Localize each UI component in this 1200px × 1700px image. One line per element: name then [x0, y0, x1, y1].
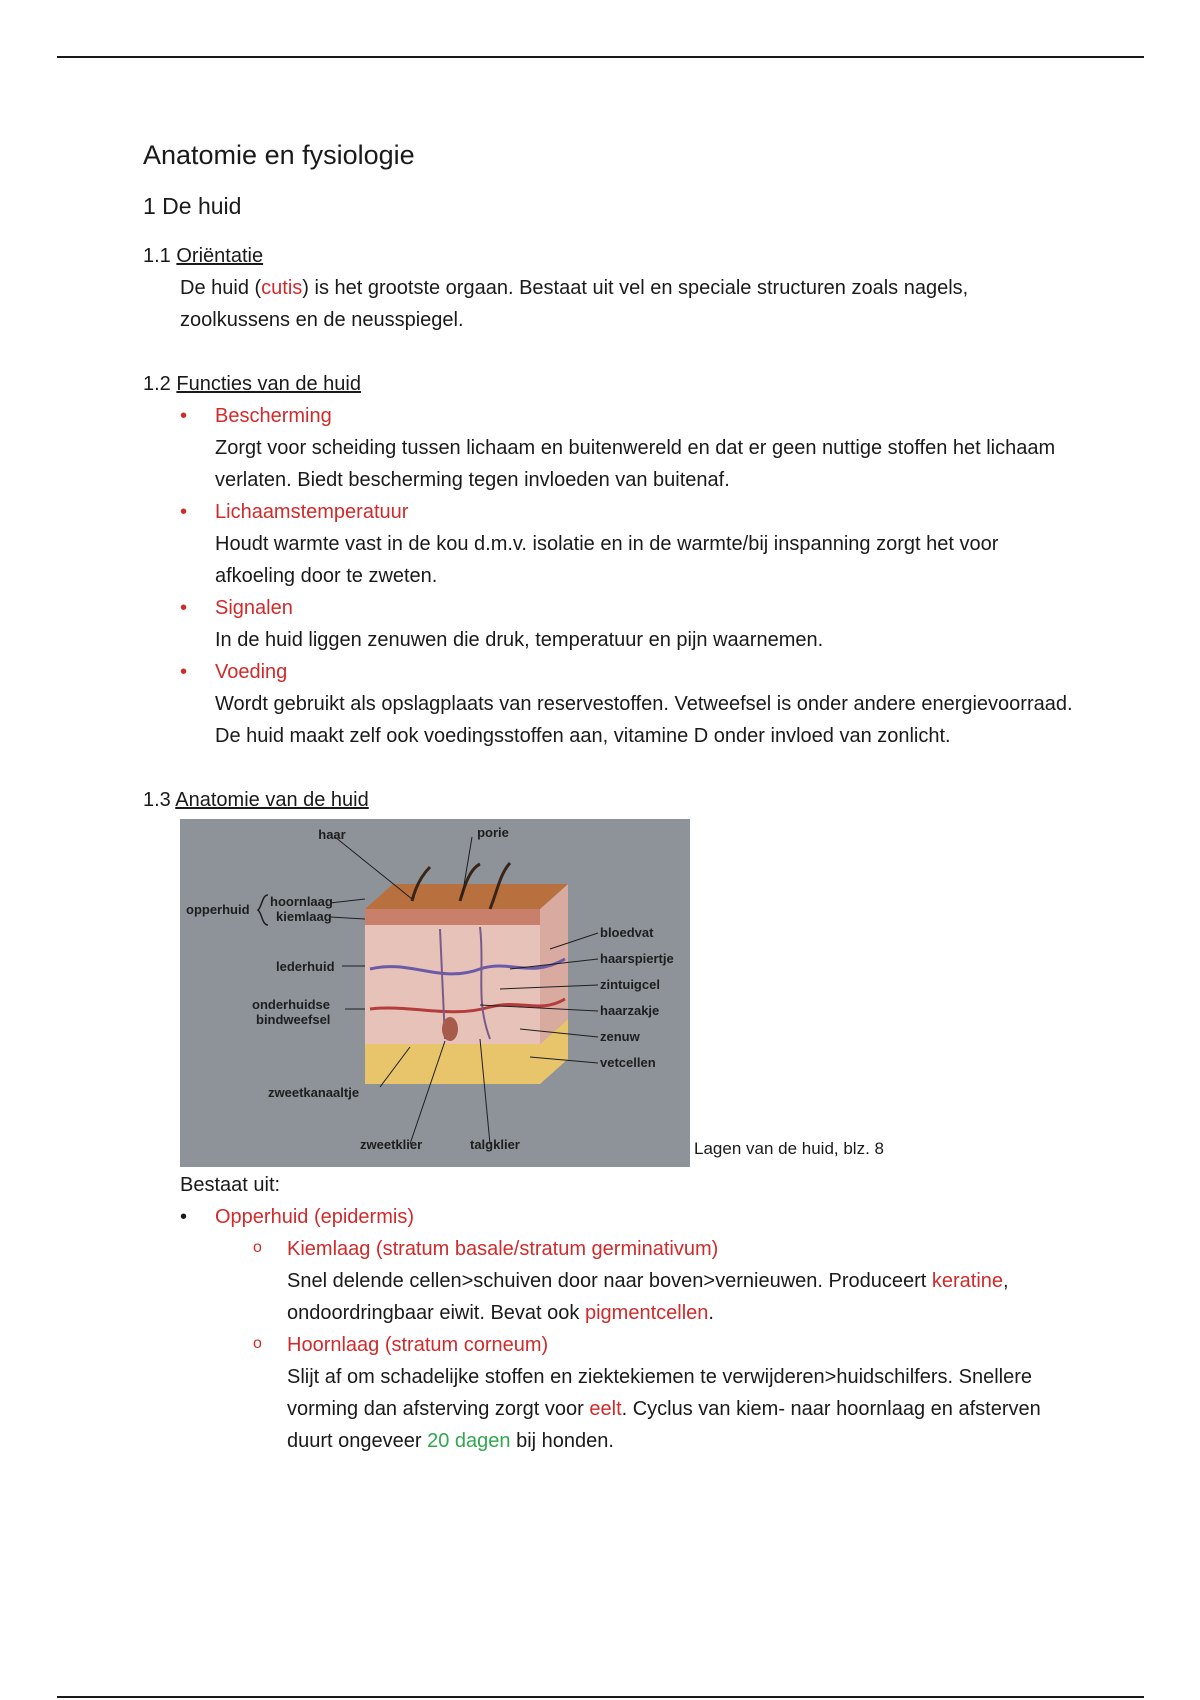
sublayers-list — [253, 1233, 1083, 1457]
figure-row — [180, 819, 1083, 1169]
sub-list-item-term: Kiemlaag (stratum basale/stratum germinativum) — [287, 1238, 719, 1260]
sub-list-item — [253, 1233, 1083, 1329]
bullet-icon: • — [180, 501, 188, 523]
sub-list-item-text — [287, 1361, 1083, 1457]
section-label: Functies van de huid — [176, 373, 361, 395]
figure-label-haar: haar — [318, 827, 346, 842]
figure-label-bindweefsel: bindweefsel — [256, 1012, 331, 1027]
functions-list — [180, 400, 1083, 752]
term-pigmentcellen: pigmentcellen — [584, 1302, 709, 1324]
term-keratine: keratine — [931, 1270, 1004, 1292]
footer-rule — [57, 1696, 1144, 1698]
list-item — [180, 1201, 1083, 1457]
list-item — [180, 400, 1083, 496]
sub-list-item-text — [287, 1265, 1083, 1329]
figure-label-kiemlaag: kiemlaag — [276, 909, 332, 924]
figure-label-zweetklier: zweetklier — [360, 1137, 423, 1152]
section-label: Anatomie van de huid — [175, 789, 369, 811]
bullet-icon: • — [180, 405, 188, 427]
text-run: bij honden. — [510, 1430, 614, 1452]
figure-label-zweetkanaaltje: zweetkanaaltje — [268, 1085, 360, 1100]
term-cutis: cutis — [261, 277, 303, 299]
spacer — [143, 752, 1083, 784]
text-run: . — [708, 1302, 714, 1324]
paragraph-orientatie — [180, 272, 1083, 336]
figure-label-bloedvat: bloedvat — [600, 925, 654, 940]
section-label: Oriëntatie — [176, 245, 264, 267]
paragraph-intro: Bestaat uit: — [180, 1174, 281, 1196]
text-run: , ondoordringbaar eiwit. Bevat ook — [287, 1270, 1009, 1324]
text-run: ) is het grootste orgaan. Bestaat uit vel en speciale structuren zoals nagels, zoolkussens en de neusspiegel. — [180, 277, 969, 331]
section-number: 1.2 — [143, 373, 171, 395]
list-item — [180, 656, 1083, 752]
spacer — [143, 336, 1083, 368]
figure-label-opperhuid: opperhuid — [186, 902, 250, 917]
figure-label-talgklier: talgklier — [470, 1137, 520, 1152]
term-20-dagen: 20 dagen — [427, 1430, 511, 1452]
list-item — [180, 496, 1083, 592]
section-number: 1.3 — [143, 789, 171, 811]
circle-bullet-icon: o — [253, 1335, 262, 1352]
figure-label-haarzakje: haarzakje — [600, 1003, 660, 1018]
list-item-text: Zorgt voor scheiding tussen lichaam en buitenwereld en dat er geen nuttige stoffen het lichaam verlaten. Biedt bescherming tegen invloeden van buitenaf. — [215, 437, 1056, 491]
header-rule — [57, 56, 1144, 58]
figure-label-porie: porie — [477, 825, 509, 840]
section-heading-functies — [143, 368, 1083, 400]
document-page — [143, 140, 1083, 1457]
figure-label-hoornlaag: hoornlaag — [270, 894, 333, 909]
list-item-term: Opperhuid (epidermis) — [215, 1206, 414, 1228]
text-run: Slijt af om schadelijke stoffen en ziektekiemen te verwijderen>huidschilfers. Snellere vorming dan afsterving zorgt voor — [287, 1366, 1033, 1420]
list-item-term: Voeding — [215, 661, 288, 683]
section-heading-orientatie — [143, 240, 1083, 272]
bullet-icon: • — [180, 597, 188, 619]
figure-label-vetcellen: vetcellen — [600, 1055, 656, 1070]
figure-label-onderhuidse: onderhuidse — [252, 997, 331, 1012]
list-item-term: Lichaamstemperatuur — [215, 501, 409, 523]
document-title: Anatomie en fysiologie — [143, 140, 415, 170]
list-item-term: Bescherming — [215, 405, 332, 427]
text-run: Snel delende cellen>schuiven door naar boven>vernieuwen. Produceert — [287, 1270, 932, 1292]
section-heading-anatomie — [143, 784, 1083, 816]
text-run: De huid ( — [180, 277, 262, 299]
figure-label-lederhuid: lederhuid — [276, 959, 335, 974]
section-number: 1.1 — [143, 245, 171, 267]
sub-list-item-term: Hoornlaag (stratum corneum) — [287, 1334, 549, 1356]
list-item — [180, 592, 1083, 656]
term-eelt: eelt — [589, 1398, 622, 1420]
layers-list — [180, 1201, 1083, 1457]
list-item-term: Signalen — [215, 597, 293, 619]
circle-bullet-icon: o — [253, 1239, 262, 1256]
figure-label-zintuigcel: zintuigcel — [600, 977, 660, 992]
figure-label-zenuw: zenuw — [600, 1029, 640, 1044]
list-item-text: Houdt warmte vast in de kou d.m.v. isolatie en in de warmte/bij inspanning zorgt het voor afkoeling door te zweten. — [215, 533, 999, 587]
chapter-heading: 1 De huid — [143, 193, 242, 219]
bullet-icon: • — [180, 1206, 188, 1228]
bullet-icon: • — [180, 661, 188, 683]
list-item-text: Wordt gebruikt als opslagplaats van reservestoffen. Vetweefsel is onder andere energievoorraad. De huid maakt zelf ook voedingsstoffen aan, vitamine D onder invloed van zonlicht. — [215, 693, 1073, 747]
sub-list-item — [253, 1329, 1083, 1457]
text-run: . Cyclus van kiem- naar hoornlaag en afsterven duurt ongeveer — [287, 1398, 1041, 1452]
list-item-text: In de huid liggen zenuwen die druk, temperatuur en pijn waarnemen. — [215, 629, 824, 651]
skin-layers-figure — [180, 819, 690, 1167]
figure-caption: Lagen van de huid, blz. 8 — [694, 1139, 884, 1158]
figure-label-haarspiertje: haarspiertje — [600, 951, 674, 966]
